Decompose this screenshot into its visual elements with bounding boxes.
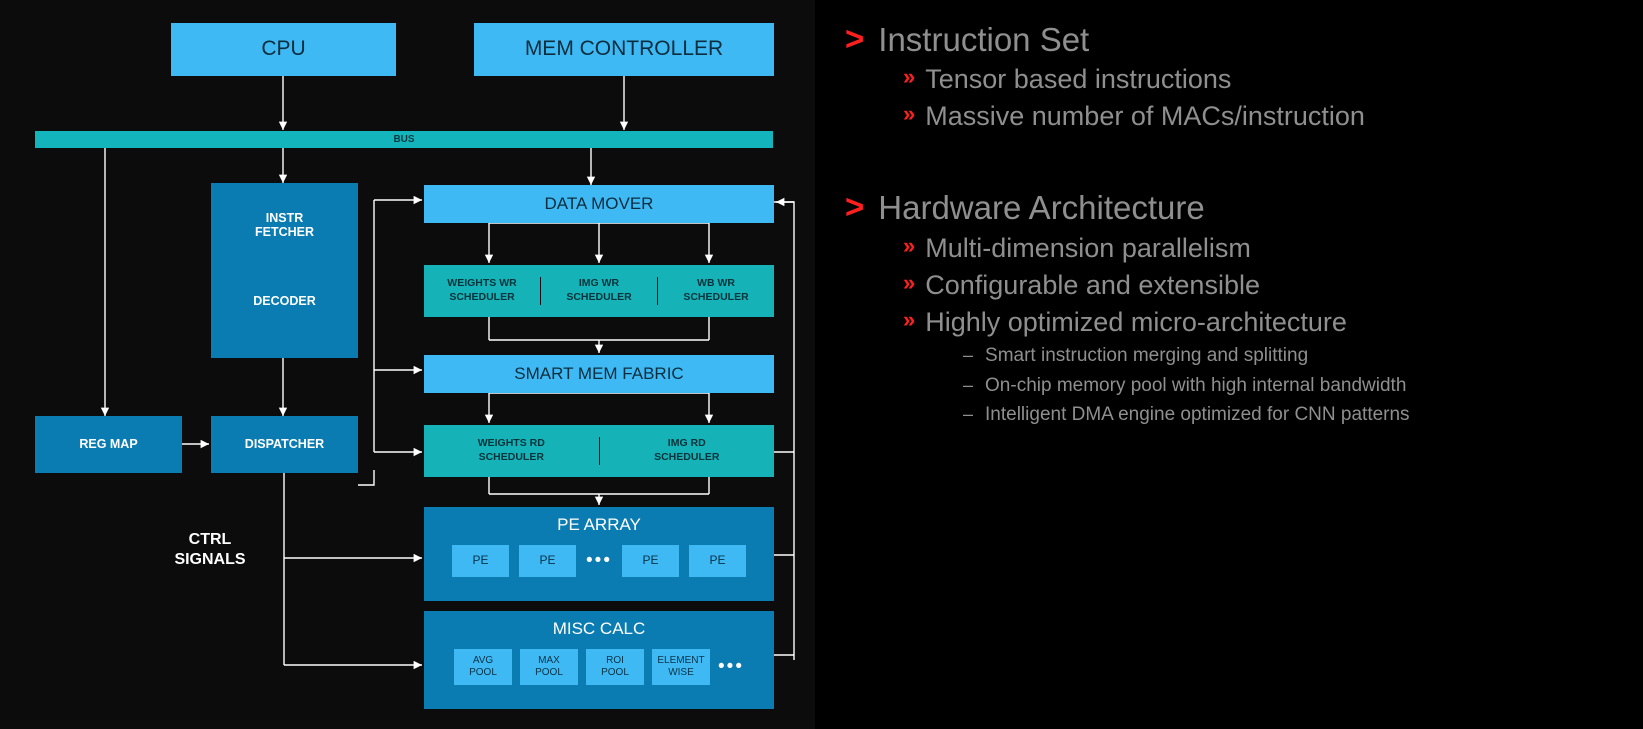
double-chevron-marker-icon: » (903, 101, 914, 127)
sub-bullet-item (963, 344, 1613, 368)
bullet-text: Multi-dimension parallelism (925, 232, 1251, 263)
block-reg-map: REG MAP (35, 416, 182, 473)
block-data-mover: DATA MOVER (424, 185, 774, 223)
sub-bullet-item (963, 403, 1613, 427)
bullet-item (903, 64, 1613, 95)
sub-bullet-text: On-chip memory pool with high internal bandwidth (985, 374, 1407, 396)
sub-bullet-text: Smart instruction merging and splitting (985, 344, 1309, 366)
bullet-text: Tensor based instructions (925, 64, 1232, 95)
misc-cell-max-pool: MAX POOL (520, 649, 578, 685)
misc-calc-title: MISC CALC (552, 619, 646, 638)
pe-cell: PE (452, 545, 509, 577)
misc-cell-avg-pool: AVG POOL (454, 649, 512, 685)
wr-scheduler-wb: WB WR SCHEDULER (683, 277, 749, 303)
bullet-item (903, 270, 1613, 301)
block-misc-calc (424, 611, 774, 709)
chevron-marker-icon: > (845, 188, 865, 226)
section-heading-instruction-set (845, 22, 1613, 58)
label-ctrl-signals: CTRL SIGNALS (174, 531, 246, 568)
pe-cell-list (452, 545, 746, 577)
double-chevron-marker-icon: » (903, 232, 914, 258)
bullet-item (903, 307, 1613, 338)
double-chevron-marker-icon: » (903, 269, 914, 295)
bullet-item (903, 101, 1613, 132)
block-pe-array (424, 507, 774, 601)
sub-bullet-text: Intelligent DMA engine optimized for CNN patterns (985, 404, 1410, 426)
pe-cell: PE (519, 545, 576, 577)
pe-cell: PE (622, 545, 679, 577)
section-spacer (845, 138, 1613, 190)
double-chevron-marker-icon: » (903, 64, 914, 90)
sub-bullet-item (963, 374, 1613, 398)
block-instr-fetcher-decoder (211, 183, 358, 358)
bullet-text: Massive number of MACs/instruction (925, 101, 1365, 132)
rd-scheduler-img: IMG RD SCHEDULER (654, 437, 720, 463)
section-heading-hardware-architecture (845, 190, 1613, 226)
dash-marker-icon: – (963, 374, 974, 395)
block-dispatcher: DISPATCHER (211, 416, 358, 473)
instr-fetcher-label: INSTR FETCHER (254, 211, 315, 240)
misc-ellipsis: ••• (718, 656, 744, 678)
misc-cell-roi-pool: ROI POOL (586, 649, 644, 685)
block-rd-scheduler-row (424, 425, 774, 477)
chevron-marker-icon: > (845, 20, 865, 57)
section-title: Instruction Set (878, 21, 1090, 58)
double-chevron-marker-icon: » (903, 306, 914, 332)
pe-cell: PE (689, 545, 746, 577)
wr-scheduler-img: IMG WR SCHEDULER (541, 277, 658, 304)
block-cpu: CPU (171, 23, 396, 76)
section-title: Hardware Architecture (878, 189, 1205, 227)
block-bus: BUS (35, 131, 773, 148)
bullet-item (903, 233, 1613, 264)
pe-array-title: PE ARRAY (557, 515, 641, 534)
misc-cell-element-wise: ELEMENT WISE (652, 649, 710, 685)
dash-marker-icon: – (963, 344, 974, 365)
bullet-text: Configurable and extensible (925, 269, 1260, 300)
dash-marker-icon: – (963, 404, 974, 425)
block-smart-mem-fabric: SMART MEM FABRIC (424, 355, 774, 393)
wr-scheduler-weights: WEIGHTS WR SCHEDULER (424, 277, 541, 304)
bullet-text: Highly optimized micro-architecture (925, 306, 1347, 337)
block-mem-controller: MEM CONTROLLER (474, 23, 774, 76)
rd-scheduler-weights: WEIGHTS RD SCHEDULER (424, 437, 600, 464)
misc-cell-list (454, 649, 744, 685)
bullet-panel (815, 0, 1643, 729)
decoder-label: DECODER (253, 293, 316, 308)
block-wr-scheduler-row (424, 265, 774, 317)
architecture-block-diagram (0, 0, 815, 729)
pe-ellipsis: ••• (586, 550, 612, 572)
